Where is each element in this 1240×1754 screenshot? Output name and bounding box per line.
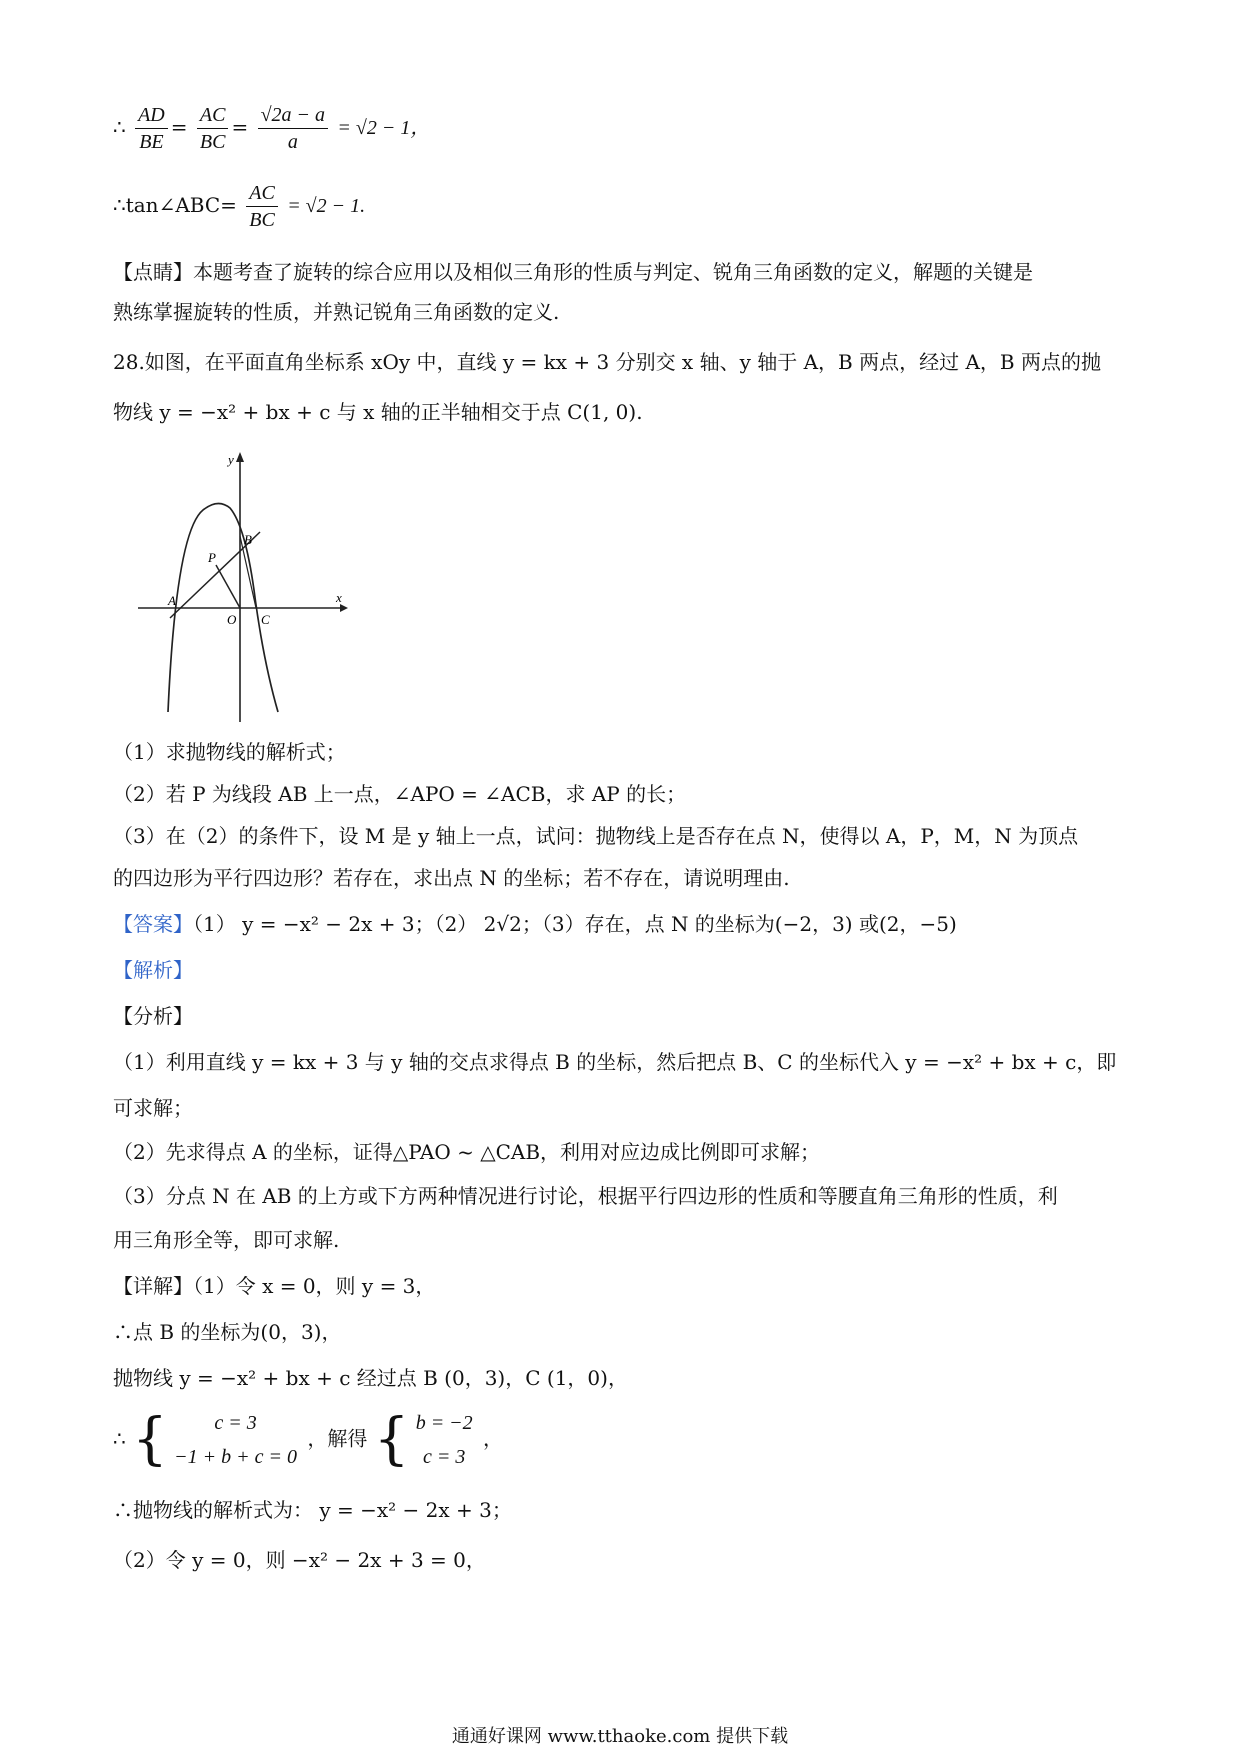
answer-line — [113, 910, 957, 938]
system-prefix: ∴ — [113, 1426, 126, 1451]
fenxi-line-5: 用三角形全等，即可求解. — [113, 1228, 340, 1252]
question-3-line-2: 的四边形为平行四边形？若存在，求出点 N 的坐标；若不存在，请说明理由. — [113, 866, 790, 890]
tan-result: = √2 − 1. — [287, 195, 366, 217]
page-footer: 通通好课网 www.tthaoke.com 提供下载 — [451, 1726, 789, 1747]
system-2-eq-1: b = −2 — [415, 1412, 473, 1434]
fenxi-line-3: （2）先求得点 A 的坐标，证得△PAO ~ △CAB，利用对应边成比例即可求解； — [113, 1140, 821, 1164]
answer-tag: 【答案】 — [113, 912, 193, 936]
answer-body: （1） y = −x² − 2x + 3；（2） 2√2；（3）存在，点 N 的坐标为(−2，3) 或(2，−5) — [193, 912, 957, 936]
y-axis-arrow — [236, 452, 244, 462]
ratio-result: = √2 − 1， — [337, 117, 431, 139]
question-2: （2）若 P 为线段 AB 上一点，∠APO = ∠ACB，求 AP 的长； — [113, 782, 687, 806]
jiexi-tag: 【解析】 — [113, 958, 193, 982]
fraction-tan: $\frac{AC}{BC}$ — [246, 180, 278, 233]
x-axis-arrow — [340, 604, 348, 612]
left-brace-1: { — [132, 1407, 168, 1472]
label-y: y — [228, 452, 234, 467]
dianjing-line-1: 【点睛】本题考查了旋转的综合应用以及相似三角形的性质与判定、锐角三角函数的定义，解题的关键是 — [113, 260, 1033, 284]
system-tail: ， — [483, 1426, 504, 1451]
label-x: x — [336, 590, 342, 605]
system-2-eq-2: c = 3 — [423, 1446, 466, 1468]
xiangjie-line-1: 【详解】（1）令 x = 0，则 y = 3， — [113, 1274, 436, 1298]
question-3-line-1: （3）在（2）的条件下，设 M 是 y 轴上一点，试问：抛物线上是否存在点 N，使得以 A，P，M，N 为顶点 — [113, 824, 1079, 848]
therefore-symbol: ∴ — [113, 115, 126, 139]
fenxi-tag: 【分析】 — [113, 1004, 193, 1028]
system-1-eq-1: c = 3 — [214, 1412, 257, 1434]
dianjing-line-2: 熟练掌握旋转的性质，并熟记锐角三角函数的定义. — [113, 300, 560, 324]
label-c: C — [261, 612, 270, 627]
system-2 — [416, 1406, 473, 1474]
xiangjie-line-6: （2）令 y = 0，则 −x² − 2x + 3 = 0， — [113, 1548, 486, 1572]
xiangjie-line-5: ∴抛物线的解析式为： y = −x² − 2x + 3； — [113, 1498, 512, 1522]
label-p: P — [208, 550, 216, 565]
coordinate-figure — [130, 450, 350, 725]
segment-po — [216, 565, 240, 608]
problem-line-2: 物线 y = −x² + bx + c 与 x 轴的正半轴相交于点 C(1, 0). — [113, 400, 643, 424]
fraction-ad-be: $\frac{AD}{BE}$ — [135, 102, 168, 155]
system-1 — [174, 1406, 297, 1474]
left-brace-2: { — [373, 1407, 410, 1472]
fenxi-line-2: 可求解； — [113, 1096, 193, 1120]
xiangjie-line-3: 抛物线 y = −x² + bx + c 经过点 B (0，3)，C (1，0)， — [113, 1366, 628, 1390]
question-1: （1）求抛物线的解析式； — [113, 740, 346, 764]
fraction-sqrt: $\frac{√2a - a}{a}$ — [258, 102, 328, 155]
system-mid-text: ，解得 — [307, 1426, 368, 1451]
xiangjie-line-2: ∴点 B 的坐标为(0，3)， — [113, 1320, 342, 1344]
fraction-ac-bc: $\frac{AC}{BC}$ — [197, 102, 229, 155]
tan-prefix: ∴tan∠ABC= — [113, 193, 237, 217]
fenxi-line-4: （3）分点 N 在 AB 的上方或下方两种情况进行讨论，根据平行四边形的性质和等腰直角三角形的性质，利 — [113, 1184, 1058, 1208]
fenxi-line-1: （1）利用直线 y = kx + 3 与 y 轴的交点求得点 B 的坐标，然后把点 B、C 的坐标代入 y = −x² + bx + c，即 — [113, 1050, 1117, 1074]
label-b: B — [244, 532, 252, 547]
system-1-eq-2: −1 + b + c = 0 — [174, 1446, 297, 1468]
equation-systems — [113, 1406, 503, 1474]
label-o: O — [227, 612, 237, 627]
label-a: A — [168, 593, 176, 608]
tan-equation — [113, 180, 365, 233]
problem-line-1: 28.如图，在平面直角坐标系 xOy 中，直线 y = kx + 3 分别交 x 轴、y 轴于 A，B 两点，经过 A，B 两点的抛 — [113, 350, 1101, 374]
ratio-equation: ∴ $\frac{AD}{BE}$ = $\frac{AC}{BC}$ = $\frac{√2a - a}{a}$ = √2 − 1， — [113, 104, 431, 153]
